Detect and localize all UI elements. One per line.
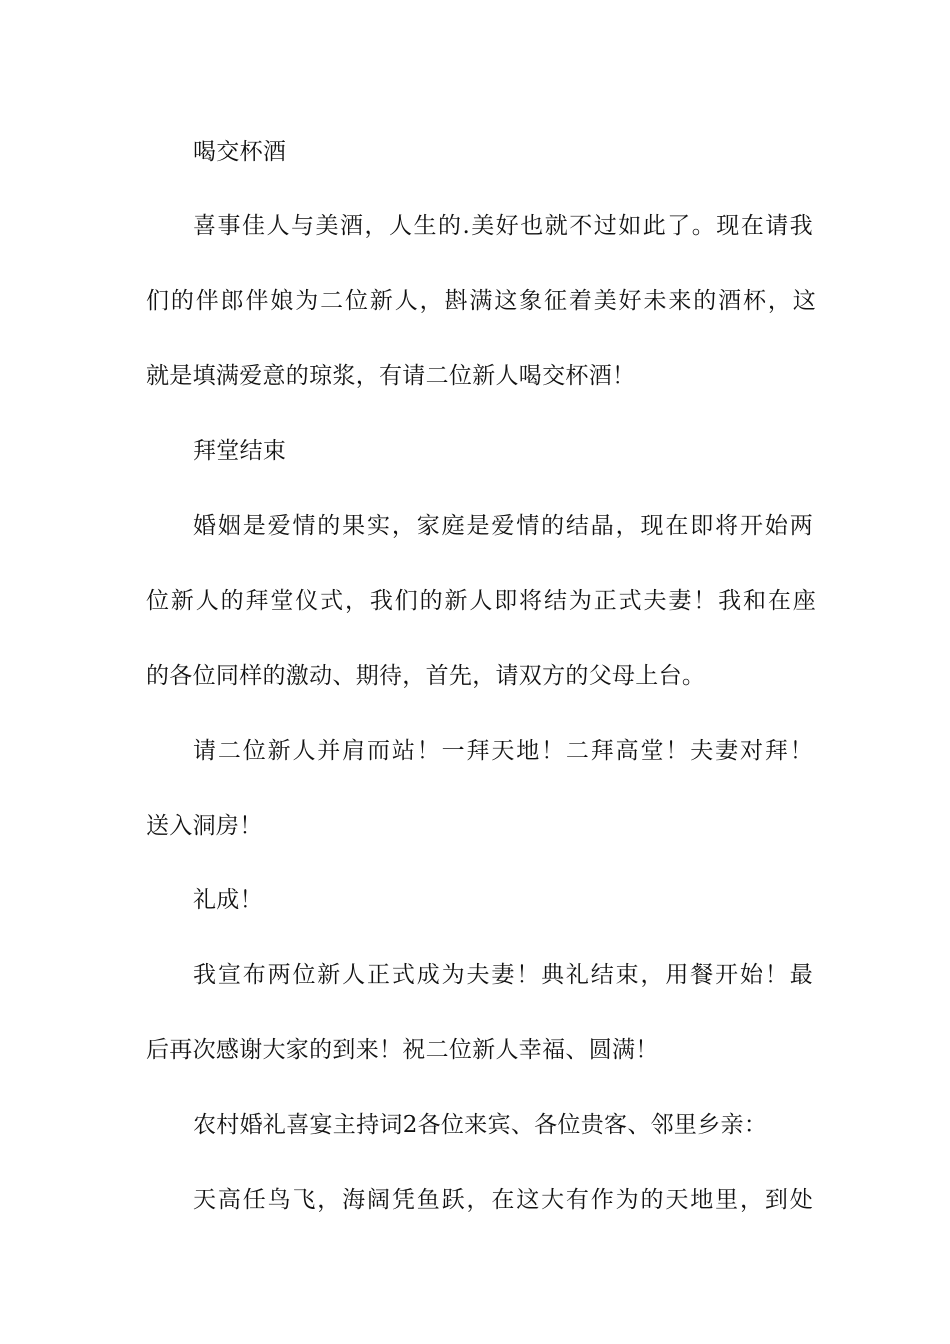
paragraph-line: 位新人的拜堂仪式，我们的新人即将结为正式夫妻！我和在座: [146, 588, 816, 614]
paragraph-line: 礼成！: [193, 887, 263, 913]
paragraph-line: 婚姻是爱情的果实，家庭是爱情的结晶，现在即将开始两: [193, 513, 813, 539]
paragraph-line: 们的伴郎伴娘为二位新人，斟满这象征着美好未来的酒杯，这: [146, 288, 816, 314]
paragraph-line: 后再次感谢大家的到来！祝二位新人幸福、圆满！: [146, 1037, 659, 1063]
paragraph-line: 我宣布两位新人正式成为夫妻！典礼结束，用餐开始！最: [193, 962, 813, 988]
paragraph-line: 农村婚礼喜宴主持词2各位来宾、各位贵客、邻里乡亲：: [193, 1112, 768, 1138]
heading-ceremony-end: 拜堂结束: [193, 438, 287, 464]
paragraph-line: 天高任鸟飞，海阔凭鱼跃，在这大有作为的天地里，到处: [193, 1187, 813, 1213]
heading-toast: 喝交杯酒: [193, 139, 287, 165]
paragraph-line: 喜事佳人与美酒，人生的.美好也就不过如此了。现在请我: [193, 213, 813, 239]
paragraph-line: 送入洞房！: [146, 813, 263, 839]
paragraph-line: 请二位新人并肩而站！一拜天地！二拜高堂！夫妻对拜！: [193, 738, 813, 764]
paragraph-line: 就是填满爱意的琼浆，有请二位新人喝交杯酒！: [146, 363, 636, 389]
paragraph-line: 的各位同样的激动、期待，首先，请双方的父母上台。: [146, 663, 706, 689]
